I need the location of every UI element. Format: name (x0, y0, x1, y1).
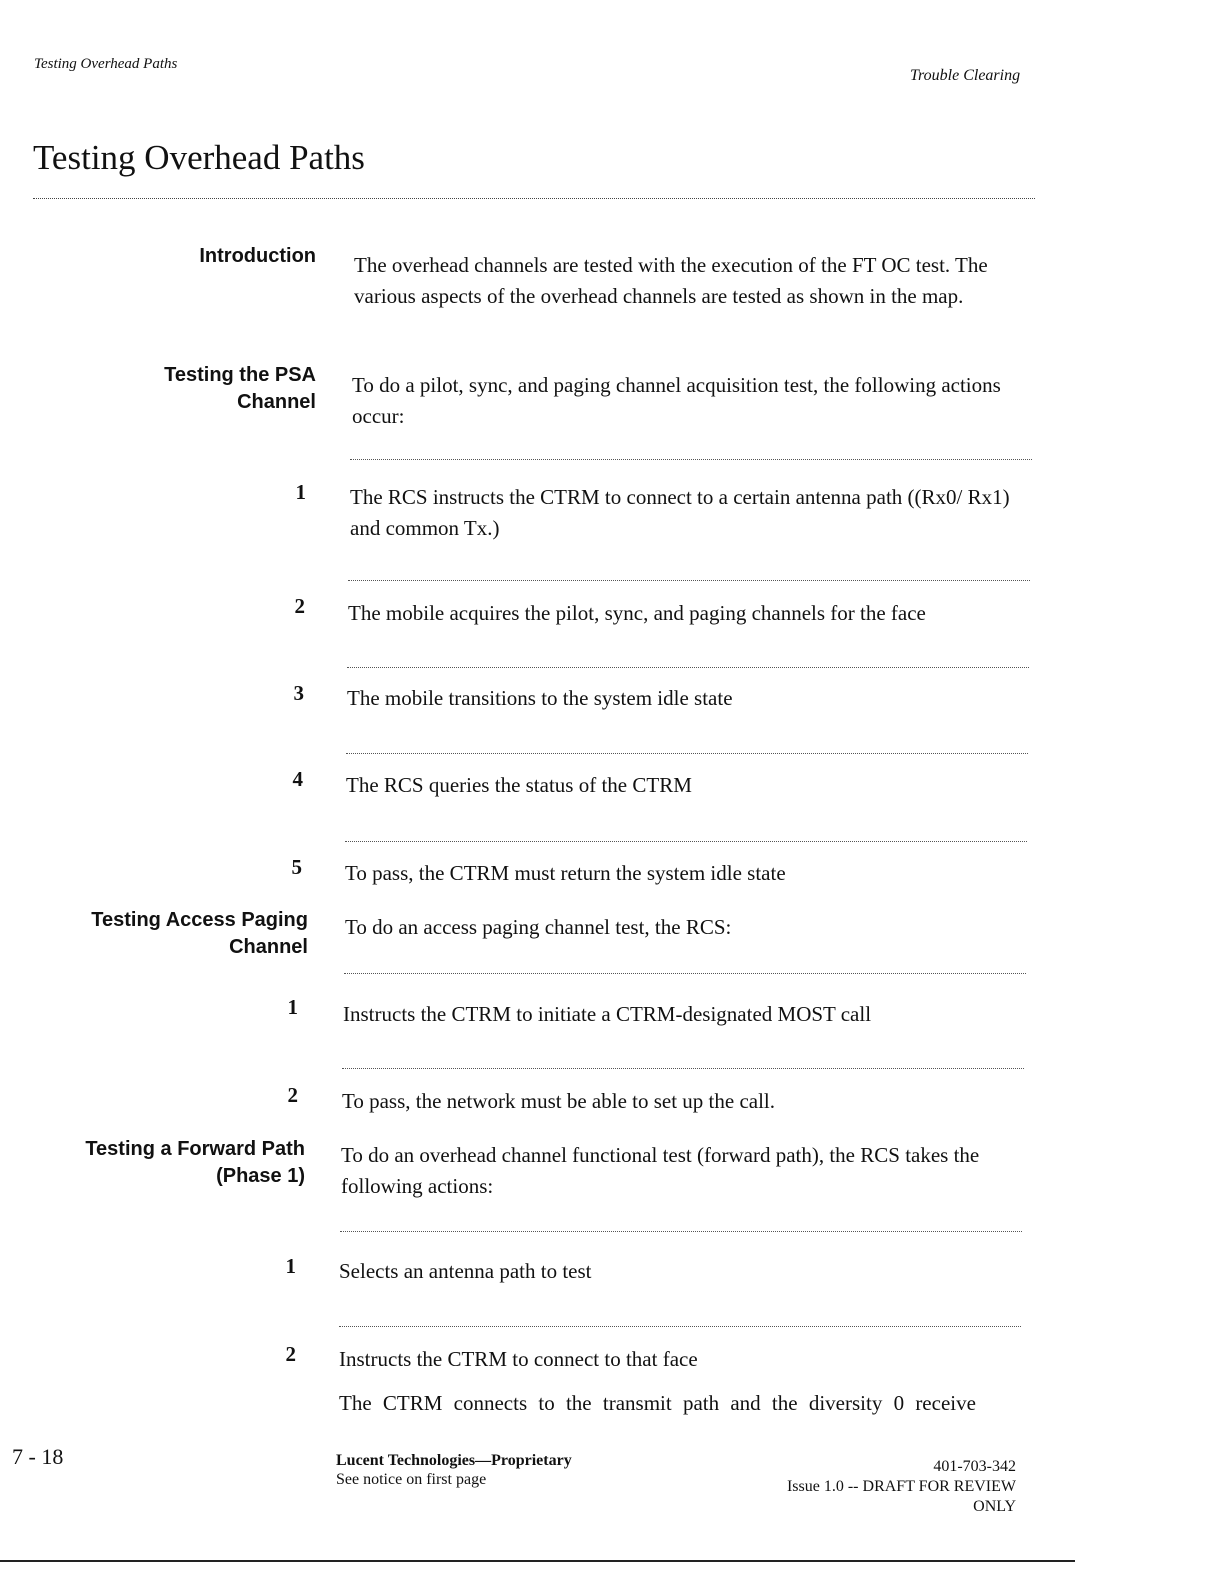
step-number: 1 (285, 1254, 296, 1278)
bottom-rule (0, 1560, 1075, 1562)
footer-issue: Issue 1.0 -- DRAFT FOR REVIEW (786, 1478, 1016, 1495)
title-rule (33, 198, 1035, 199)
step-divider (342, 1068, 1024, 1069)
step-number: 2 (294, 594, 305, 618)
section-heading-access-paging-channel: Testing Access Paging Channel (91, 909, 308, 958)
step-text: The RCS queries the status of the CTRM (346, 773, 692, 797)
step-text: The RCS instructs the CTRM to connect to a certain antenna path ((Rx0/ Rx1) and common Tx.) (350, 485, 1010, 540)
step-number: 2 (287, 1083, 298, 1107)
step-number: 1 (295, 480, 306, 504)
step-number: 4 (292, 767, 303, 791)
step-text: Instructs the CTRM to initiate a CTRM-designated MOST call (343, 1002, 872, 1026)
step-divider (345, 841, 1027, 842)
step-number: 2 (285, 1342, 296, 1366)
step-text: Instructs the CTRM to connect to that face (339, 1347, 698, 1371)
step-divider (348, 580, 1030, 581)
section-intro-introduction: The overhead channels are tested with the execution of the FT OC test. The various aspects of the overhead channels are tested as shown in the map. (354, 253, 988, 308)
step-continuation-text: The CTRM connects to the transmit path and the diversity 0 receive (339, 1391, 976, 1415)
footer-issue-cont: ONLY (973, 1498, 1016, 1515)
running-head-left: Testing Overhead Paths (34, 56, 178, 72)
step-divider (347, 667, 1029, 668)
footer-doc-number: 401-703-342 (933, 1458, 1016, 1475)
running-head-right: Trouble Clearing (910, 67, 1021, 84)
step-divider (344, 973, 1026, 974)
section-intro-psa-channel: To do a pilot, sync, and paging channel acquisition test, the following actions occur: (352, 373, 1001, 428)
step-text: To pass, the CTRM must return the system idle state (345, 861, 786, 885)
footer-company: Lucent Technologies—Proprietary (336, 1452, 572, 1469)
step-divider (346, 753, 1028, 754)
section-heading-forward-path: Testing a Forward Path (Phase 1) (85, 1138, 305, 1187)
step-text: The mobile transitions to the system idle state (347, 686, 733, 710)
section-heading-introduction: Introduction (199, 245, 316, 267)
footer-document-info (696, 1457, 1016, 1517)
page-title: Testing Overhead Paths (33, 138, 365, 177)
step-divider (340, 1231, 1022, 1232)
page-number: 7 - 18 (12, 1444, 64, 1469)
step-divider (350, 459, 1032, 460)
section-intro-access-paging-channel: To do an access paging channel test, the RCS: (345, 915, 732, 939)
step-number: 1 (287, 995, 298, 1019)
step-divider (339, 1326, 1021, 1327)
footer-proprietary (336, 1451, 572, 1489)
step-text: Selects an antenna path to test (339, 1259, 592, 1283)
step-number: 3 (293, 681, 304, 705)
section-intro-forward-path: To do an overhead channel functional test (forward path), the RCS takes the following actions: (341, 1143, 980, 1198)
footer-notice: See notice on first page (336, 1471, 487, 1488)
step-number: 5 (291, 855, 302, 879)
step-text: The mobile acquires the pilot, sync, and paging channels for the face (348, 601, 926, 625)
section-heading-psa-channel: Testing the PSA Channel (164, 364, 316, 413)
step-text: To pass, the network must be able to set up the call. (342, 1089, 776, 1113)
